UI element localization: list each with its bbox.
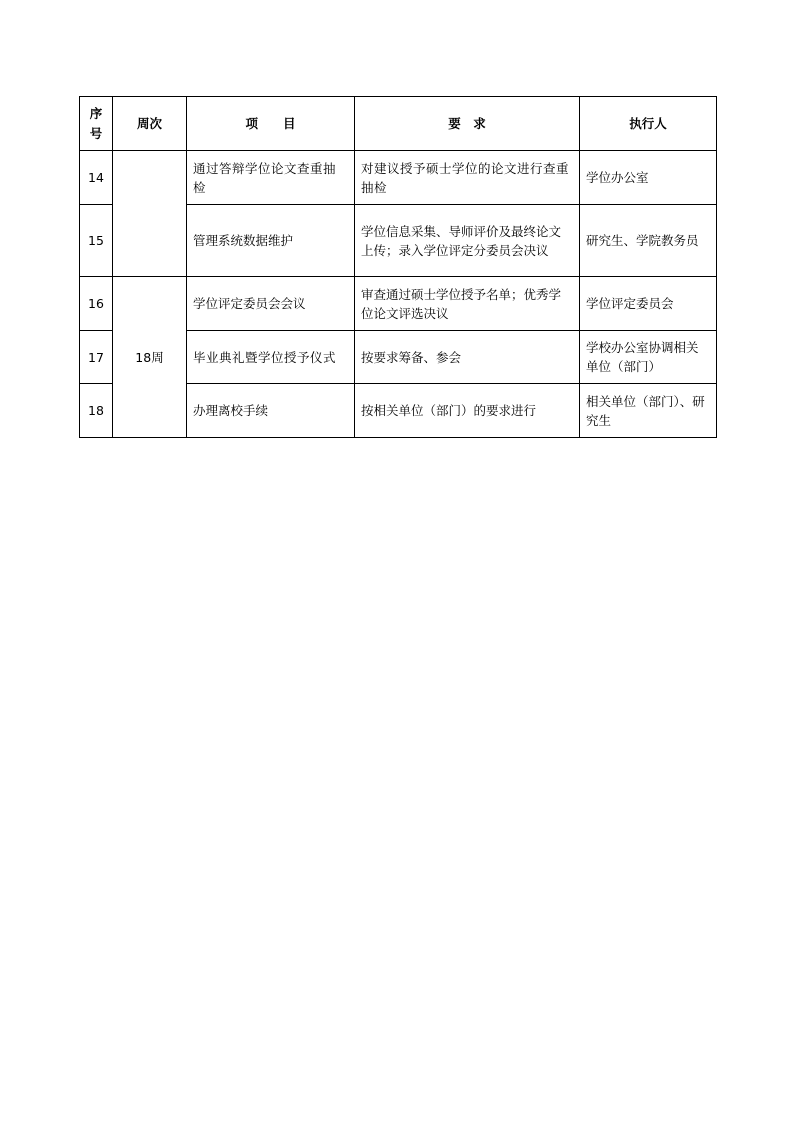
row-number: 14 [80,151,113,205]
row-executor: 相关单位（部门）、研究生 [580,384,717,438]
header-requirement: 要 求 [355,97,580,151]
row-executor: 学位办公室 [580,151,717,205]
table-row [80,277,717,331]
row-requirement: 对建议授予硕士学位的论文进行查重抽检 [355,151,580,205]
row-item: 通过答辩学位论文查重抽检 [187,151,355,205]
row-number: 17 [80,331,113,384]
row-number: 18 [80,384,113,438]
row-item: 管理系统数据维护 [187,205,355,277]
row-week [113,151,187,277]
table-header-row [80,97,717,151]
row-number: 16 [80,277,113,331]
header-item: 项 目 [187,97,355,151]
header-executor: 执行人 [580,97,717,151]
row-number: 15 [80,205,113,277]
row-requirement: 按相关单位（部门）的要求进行 [355,384,580,438]
row-executor: 学校办公室协调相关单位（部门） [580,331,717,384]
schedule-table [79,96,717,438]
row-item: 办理离校手续 [187,384,355,438]
row-executor: 研究生、学院教务员 [580,205,717,277]
header-week: 周次 [113,97,187,151]
row-item: 毕业典礼暨学位授予仪式 [187,331,355,384]
row-requirement: 学位信息采集、导师评价及最终论文上传；录入学位评定分委员会决议 [355,205,580,277]
row-requirement: 审查通过硕士学位授予名单；优秀学位论文评选决议 [355,277,580,331]
header-seq: 序 号 [80,97,113,151]
row-week: 18周 [113,277,187,438]
table-row [80,151,717,205]
row-executor: 学位评定委员会 [580,277,717,331]
row-requirement: 按要求筹备、参会 [355,331,580,384]
row-item: 学位评定委员会会议 [187,277,355,331]
